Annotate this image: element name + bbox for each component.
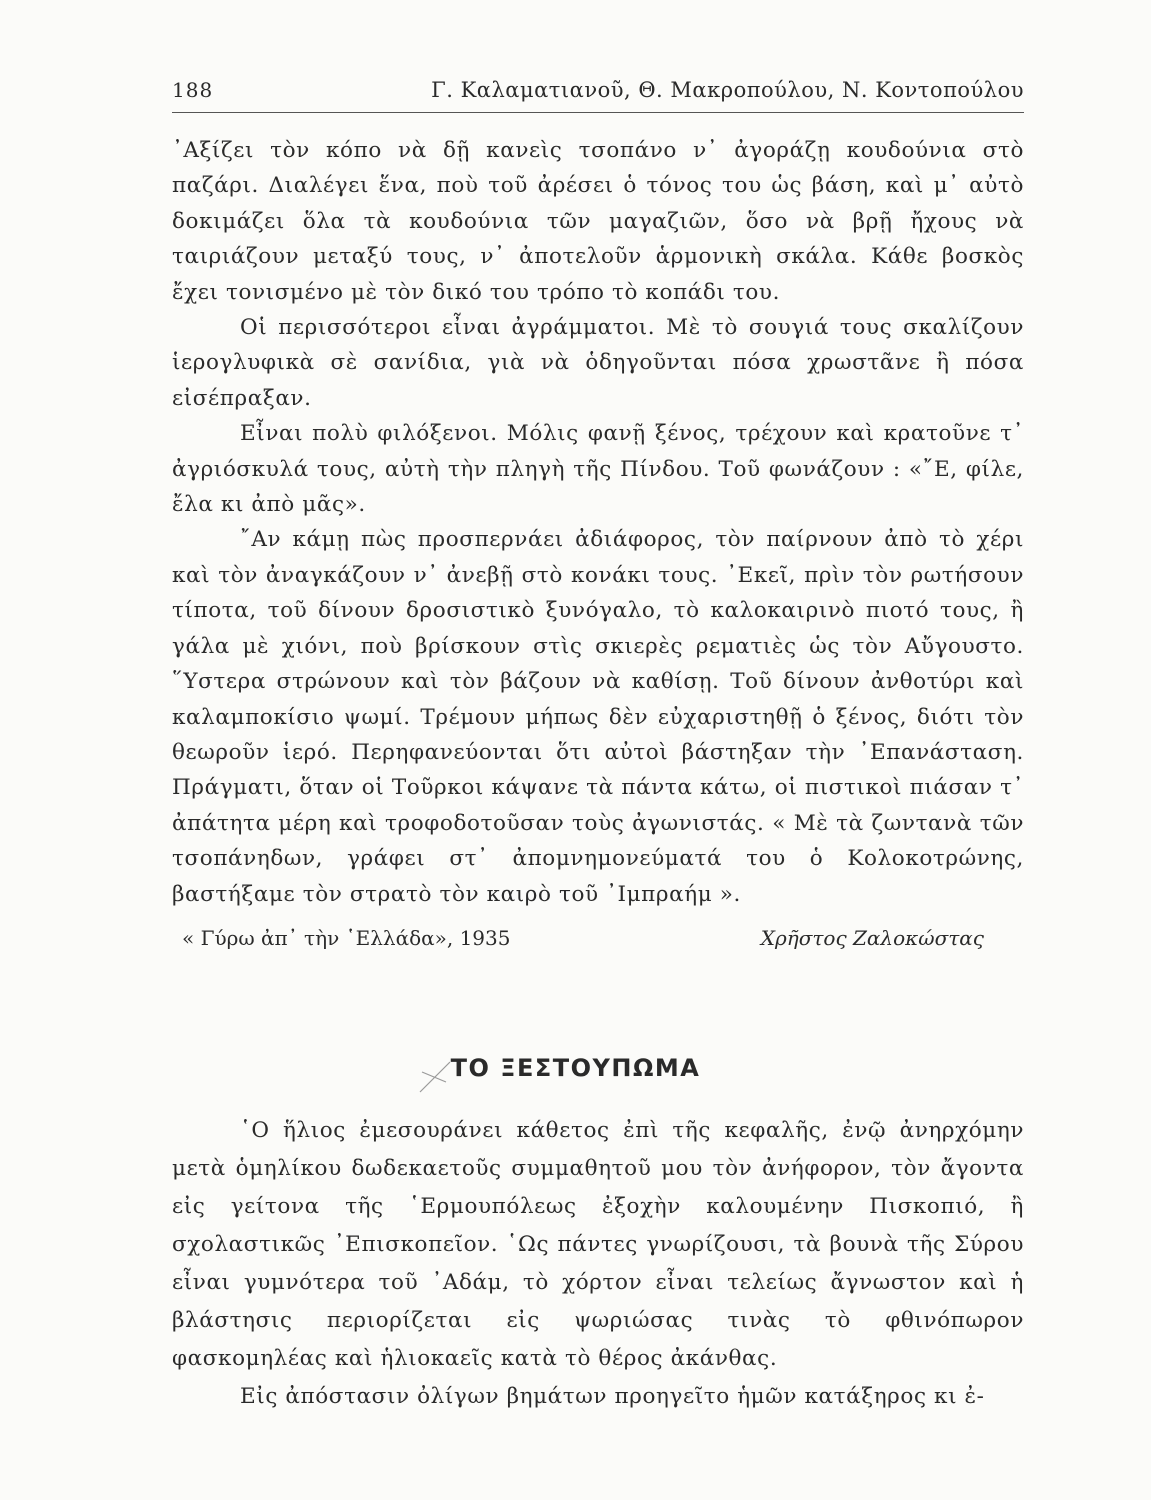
- author-name: Χρῆστος Ζαλοκώστας: [760, 926, 984, 950]
- section-title: ΤΟ ΞΕΣΤΟΥΠΩΜΑ: [450, 1054, 701, 1082]
- running-head: Γ. Καλαματιανοῦ, Θ. Μακροπούλου, Ν. Κοντοπούλου: [431, 78, 1024, 102]
- page-header: [172, 78, 1024, 113]
- article-2-body: [172, 1112, 1024, 1416]
- paragraph: Οἱ περισσότεροι εἶναι ἀγράμματοι. Μὲ τὸ σουγιά τους σκαλίζουν ἱερογλυφικὰ σὲ σανίδια, γιὰ νὰ ὁδηγοῦνται πόσα χρωστᾶνε ἢ πόσα εἰσέπραξαν.: [172, 315, 1024, 411]
- page-number: 188: [172, 78, 214, 102]
- source-citation: « Γύρω ἀπ᾿ τὴν ῾Ελλάδα», 1935: [182, 926, 511, 950]
- article-1-signature: [172, 926, 1024, 960]
- paragraph: ῾Ο ἥλιος ἐμεσουράνει κάθετος ἐπὶ τῆς κεφαλῆς, ἐνῷ ἀνηρχόμην μετὰ ὁμηλίκου δωδεκαετοῦς συμμαθητοῦ μου τὸν ἀνήφορον, τὸν ἄγοντα εἰς γείτονα τῆς ῾Ερμουπόλεως ἐξοχὴν καλουμένην Πισκοπιό, ἢ σχολαστικῶς ᾿Επισκοπεῖον. ῾Ως πάντες γνωρίζουσι, τὰ βουνὰ τῆς Σύρου εἶναι γυμνότερα τοῦ ᾿Αδάμ, τὸ χόρτον εἶναι τελείως ἄγνωστον καὶ ἡ βλάστησις περιορίζεται εἰς ψωριώσας τινὰς τὸ φθινόπωρον φασκομηλέας καὶ ἡλιοκαεῖς κατὰ τὸ θέρος ἀκάνθας.: [172, 1118, 1024, 1371]
- paragraph: ᾿Αξίζει τὸν κόπο νὰ δῇ κανεὶς τσοπάνο ν᾿ ἀγοράζῃ κουδούνια στὸ παζάρι. Διαλέγει ἕνα, ποὺ τοῦ ἀρέσει ὁ τόνος του ὡς βάση, καὶ μ᾿ αὐτὸ δοκιμάζει ὅλα τὰ κουδούνια τῶν μαγαζιῶν, ὅσο νὰ βρῇ ἤχους νὰ ταιριάζουν μεταξύ τους, ν᾿ ἀποτελοῦν ἁρμονικὴ σκάλα. Κάθε βοσκὸς ἔχει τονισμένο μὲ τὸν δικό του τρόπο τὸ κοπάδι του.: [172, 138, 1024, 305]
- paragraph: ῎Αν κάμῃ πὼς προσπερνάει ἀδιάφορος, τὸν παίρνουν ἀπὸ τὸ χέρι καὶ τὸν ἀναγκάζουν ν᾿ ἀνεβῇ στὸ κονάκι τους. ᾿Εκεῖ, πρὶν τὸν ρωτήσουν τίποτα, τοῦ δίνουν δροσιστικὸ ξυνόγαλο, τὸ καλοκαιρινὸ πιοτό τους, ἢ γάλα μὲ χιόνι, ποὺ βρίσκουν στὶς σκιερὲς ρεματιὲς ὡς τὸν Αὔγουστο. ῞Υστερα στρώνουν καὶ τὸν βάζουν νὰ καθίσῃ. Τοῦ δίνουν ἀνθοτύρι καὶ καλαμποκίσιο ψωμί. Τρέμουν μήπως δὲν εὐχαριστηθῇ ὁ ξένος, διότι τὸν θεωροῦν ἱερό. Περηφανεύονται ὅτι αὐτοὶ βάστηξαν τὴν ᾿Επανάσταση. Πράγματι, ὅταν οἱ Τοῦρκοι κάψανε τὰ πάντα κάτω, οἱ πιστικοὶ πιάσαν τ᾿ ἀπάτητα μέρη καὶ τροφοδοτοῦσαν τοὺς ἀγωνιστάς. « Μὲ τὰ ζωντανὰ τῶν τσοπάνηδων, γράφει στ᾿ ἀπομνημονεύματά του ὁ Κολοκοτρώνης, βαστήξαμε τὸν στρατὸ τὸν καιρὸ τοῦ ᾿Ιμπραήμ ».: [172, 527, 1024, 907]
- paragraph: Εἰς ἀπόστασιν ὀλίγων βημάτων προηγεῖτο ἡμῶν κατάξηρος κι ἐ-: [240, 1384, 985, 1409]
- paragraph: Εἶναι πολὺ φιλόξενοι. Μόλις φανῇ ξένος, τρέχουν καὶ κρατοῦνε τ᾿ ἀγριόσκυλά τους, αὐτὴ τὴν πληγὴ τῆς Πίνδου. Τοῦ φωνάζουν : «῎Ε, φίλε, ἔλα κι ἀπὸ μᾶς».: [172, 421, 1024, 518]
- article-1-body: [172, 133, 1024, 912]
